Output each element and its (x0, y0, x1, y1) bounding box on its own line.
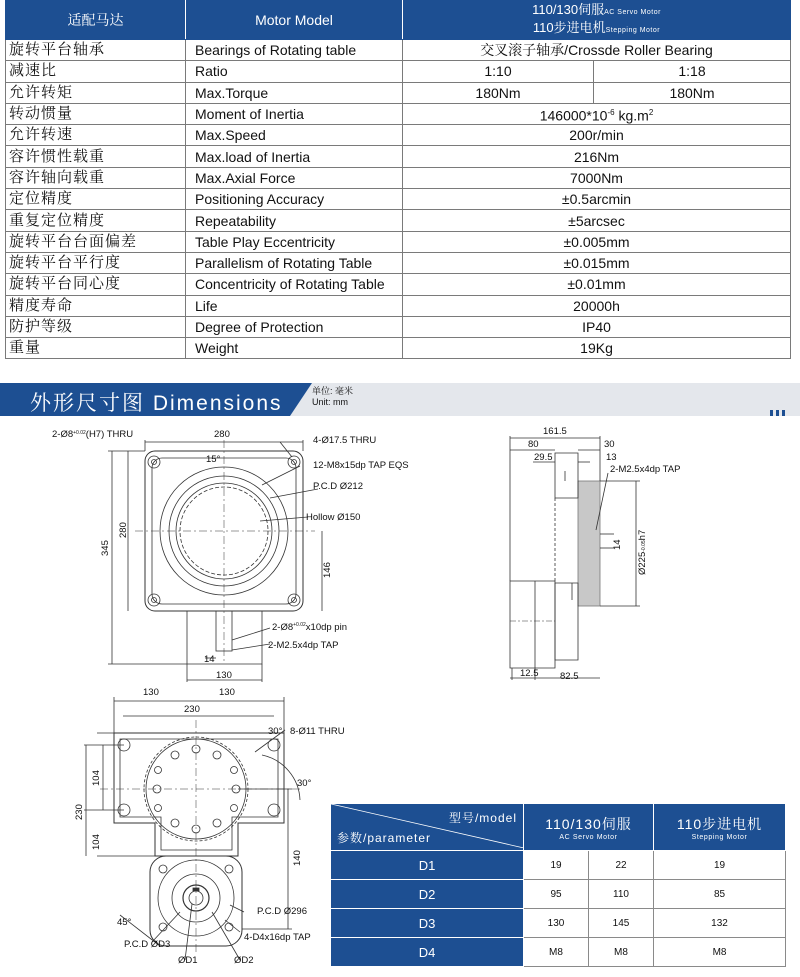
spec-row (6, 316, 791, 337)
spec-en: Degree of Protection (186, 316, 403, 337)
spec-row (6, 125, 791, 146)
banner-stripe (782, 410, 785, 416)
side-161: 161.5 (543, 426, 567, 437)
dim-14: 14 (204, 654, 215, 665)
spec-table (5, 0, 791, 359)
spec-value: ±0.005mm (403, 231, 791, 252)
spec-cn: 允许转速 (6, 125, 186, 146)
step-col-title: 110步进电机 (676, 815, 763, 832)
dim-tap-m25: 2-M2.5x4dp TAP (268, 640, 339, 651)
spec-en: Weight (186, 338, 403, 359)
dim-130: 130 (216, 670, 232, 681)
header-motor-types (403, 1, 791, 40)
header-stepping: 110步进电机 (532, 20, 606, 35)
bot-h140: 140 (292, 850, 303, 866)
spec-value: 交叉滚子轴承/Crossde Roller Bearing (403, 40, 791, 61)
spec-cn: 定位精度 (6, 189, 186, 210)
bot-h104b: 104 (91, 834, 102, 850)
model-param-header (331, 804, 524, 851)
spec-value: 7000Nm (403, 167, 791, 188)
header-servo-sub: AC Servo Motor (604, 9, 661, 16)
unit-en: Unit: mm (312, 397, 348, 407)
inertia-unit: kg.m (614, 107, 649, 124)
header-adapted-motor: 适配马达 (6, 1, 186, 40)
bot-pcd-d3: P.C.D ØD3 (124, 939, 171, 950)
cell: M8 (524, 938, 589, 967)
spec-value-servo: 180Nm (403, 82, 594, 103)
spec-value: IP40 (403, 316, 791, 337)
spec-value-step: 180Nm (594, 82, 791, 103)
bot-w130b: 130 (219, 687, 235, 698)
spec-row (6, 274, 791, 295)
dim-h345: 345 (100, 540, 111, 556)
header-stepping-sub: Stepping Motor (605, 27, 661, 34)
header-model: 型号/model (448, 811, 517, 825)
spec-value: ±0.5arcmin (403, 189, 791, 210)
dim-angle-15: 15° (206, 454, 221, 465)
bot-tap4: 4-D4x16dp TAP (244, 932, 311, 943)
step-col-sub: Stepping Motor (691, 833, 748, 841)
spec-en: Ratio (186, 61, 403, 82)
spec-en: Max.Axial Force (186, 167, 403, 188)
spec-en: Max.Speed (186, 125, 403, 146)
unit-cn: 单位: 毫米 (312, 386, 354, 396)
dimensions-banner (0, 378, 800, 416)
top-view-drawing (52, 429, 409, 682)
spec-value: ±0.01mm (403, 274, 791, 295)
side-13: 13 (606, 452, 617, 463)
cell: 19 (524, 851, 589, 880)
banner-stripe (776, 410, 779, 416)
cell: 110 (589, 880, 654, 909)
spec-cn: 旋转平台平行度 (6, 252, 186, 273)
dim-tap-12: 12-M8x15dp TAP EQS (313, 460, 409, 471)
bot-w130a: 130 (143, 687, 159, 698)
cell: 95 (524, 880, 589, 909)
side-tap: 2-M2.5x4dp TAP (610, 464, 681, 475)
side-80: 80 (528, 439, 539, 450)
row-label: D3 (331, 909, 524, 938)
dim-pcd-212: P.C.D Ø212 (313, 481, 363, 492)
unit-label (312, 386, 353, 408)
banner-arrow (290, 383, 312, 416)
spec-row (6, 252, 791, 273)
spec-row (6, 167, 791, 188)
bottom-view-drawing (74, 687, 345, 966)
bot-angle45: 45° (117, 917, 132, 928)
dim-width-280: 280 (214, 429, 230, 440)
side-14: 14 (612, 539, 623, 550)
dimensions-title: 外形尺寸图 Dimensions (30, 392, 283, 415)
header-parameter: 参数/parameter (337, 831, 432, 845)
dim-hollow: Hollow Ø150 (306, 512, 361, 523)
spec-en: Parallelism of Rotating Table (186, 252, 403, 273)
spec-en: Table Play Eccentricity (186, 231, 403, 252)
inertia-base: 146000*10 (539, 107, 608, 124)
spec-en: Moment of Inertia (186, 103, 403, 124)
side-12: 12.5 (520, 668, 539, 679)
banner-stripe (770, 410, 773, 416)
bot-thru8: 8-Ø11 THRU (290, 726, 345, 737)
bot-h230: 230 (74, 804, 85, 820)
spec-value-servo: 1:10 (403, 61, 594, 82)
cell: 132 (654, 909, 786, 938)
spec-value-inertia (403, 103, 791, 124)
spec-en: Max.Torque (186, 82, 403, 103)
spec-cn: 转动惯量 (6, 103, 186, 124)
spec-cn: 容许惯性载重 (6, 146, 186, 167)
header-motor-model: Motor Model (186, 1, 403, 40)
spec-cn: 旋转平台轴承 (6, 40, 186, 61)
cell: M8 (589, 938, 654, 967)
spec-cn: 重复定位精度 (6, 210, 186, 231)
spec-value: 20000h (403, 295, 791, 316)
spec-cn: 防护等级 (6, 316, 186, 337)
servo-col-title: 110/130伺服 (545, 815, 632, 832)
spec-row (6, 338, 791, 359)
spec-value: ±0.015mm (403, 252, 791, 273)
bot-angle30a: 30° (268, 726, 283, 737)
header-servo: 110/130伺服 (532, 2, 605, 17)
spec-en: Life (186, 295, 403, 316)
bot-h104a: 104 (91, 770, 102, 786)
row-label: D4 (331, 938, 524, 967)
side-29: 29.5 (534, 452, 553, 463)
spec-row (6, 189, 791, 210)
inertia-exp: -6 (607, 107, 615, 117)
spec-en: Positioning Accuracy (186, 189, 403, 210)
spec-cn: 允许转矩 (6, 82, 186, 103)
dim-pin: $2-Ø8^{+0.02}x10dp$ pin (272, 622, 347, 633)
header-step-col (654, 804, 786, 851)
dim-h146: 146 (322, 562, 333, 578)
spec-cn: 精度寿命 (6, 295, 186, 316)
spec-cn: 旋转平台同心度 (6, 274, 186, 295)
bot-pcd296: P.C.D Ø296 (257, 906, 307, 917)
bot-w230: 230 (184, 704, 200, 715)
spec-en: Repeatability (186, 210, 403, 231)
header-servo-col (524, 804, 654, 851)
spec-header-row (6, 1, 791, 40)
spec-cn: 重量 (6, 338, 186, 359)
spec-cn: 容许轴向载重 (6, 167, 186, 188)
dim-hole-a: $2-Ø8^{+0.02}(H7)$ THRU (52, 429, 134, 440)
spec-value-step: 1:18 (594, 61, 791, 82)
spec-value: ±5arcsec (403, 210, 791, 231)
spec-row (6, 103, 791, 124)
model-row (331, 938, 786, 967)
model-row (331, 851, 786, 880)
side-30: 30 (604, 439, 615, 450)
spec-en: Bearings of Rotating table (186, 40, 403, 61)
spec-cn: 减速比 (6, 61, 186, 82)
model-row (331, 880, 786, 909)
spec-cn: 旋转平台台面偏差 (6, 231, 186, 252)
spec-row (6, 61, 791, 82)
cell: 145 (589, 909, 654, 938)
spec-value: 200r/min (403, 125, 791, 146)
model-parameter-table (330, 803, 786, 967)
bot-d1: ØD1 (178, 955, 198, 966)
row-label: D2 (331, 880, 524, 909)
spec-value: 19Kg (403, 338, 791, 359)
bot-d2: ØD2 (234, 955, 254, 966)
spec-en: Concentricity of Rotating Table (186, 274, 403, 295)
row-label: D1 (331, 851, 524, 880)
servo-col-sub: AC Servo Motor (559, 833, 618, 841)
bot-angle30b: 30° (297, 778, 312, 789)
spec-row (6, 231, 791, 252)
side-view-drawing (510, 426, 680, 682)
spec-en: Max.load of Inertia (186, 146, 403, 167)
side-d225: Ø225-0.05h7 (637, 529, 648, 575)
spec-row (6, 210, 791, 231)
dim-h280: 280 (118, 522, 129, 538)
dim-thru-4: 4-Ø17.5 THRU (313, 435, 377, 446)
cell: 19 (654, 851, 786, 880)
spec-row (6, 40, 791, 61)
spec-row (6, 82, 791, 103)
spec-value: 216Nm (403, 146, 791, 167)
cell: M8 (654, 938, 786, 967)
spec-row (6, 295, 791, 316)
cell: 22 (589, 851, 654, 880)
cell: 130 (524, 909, 589, 938)
cell: 85 (654, 880, 786, 909)
inertia-unit-exp: 2 (648, 107, 654, 117)
model-row (331, 909, 786, 938)
model-header-row (331, 804, 786, 851)
spec-row (6, 146, 791, 167)
side-82: 82.5 (560, 671, 579, 682)
